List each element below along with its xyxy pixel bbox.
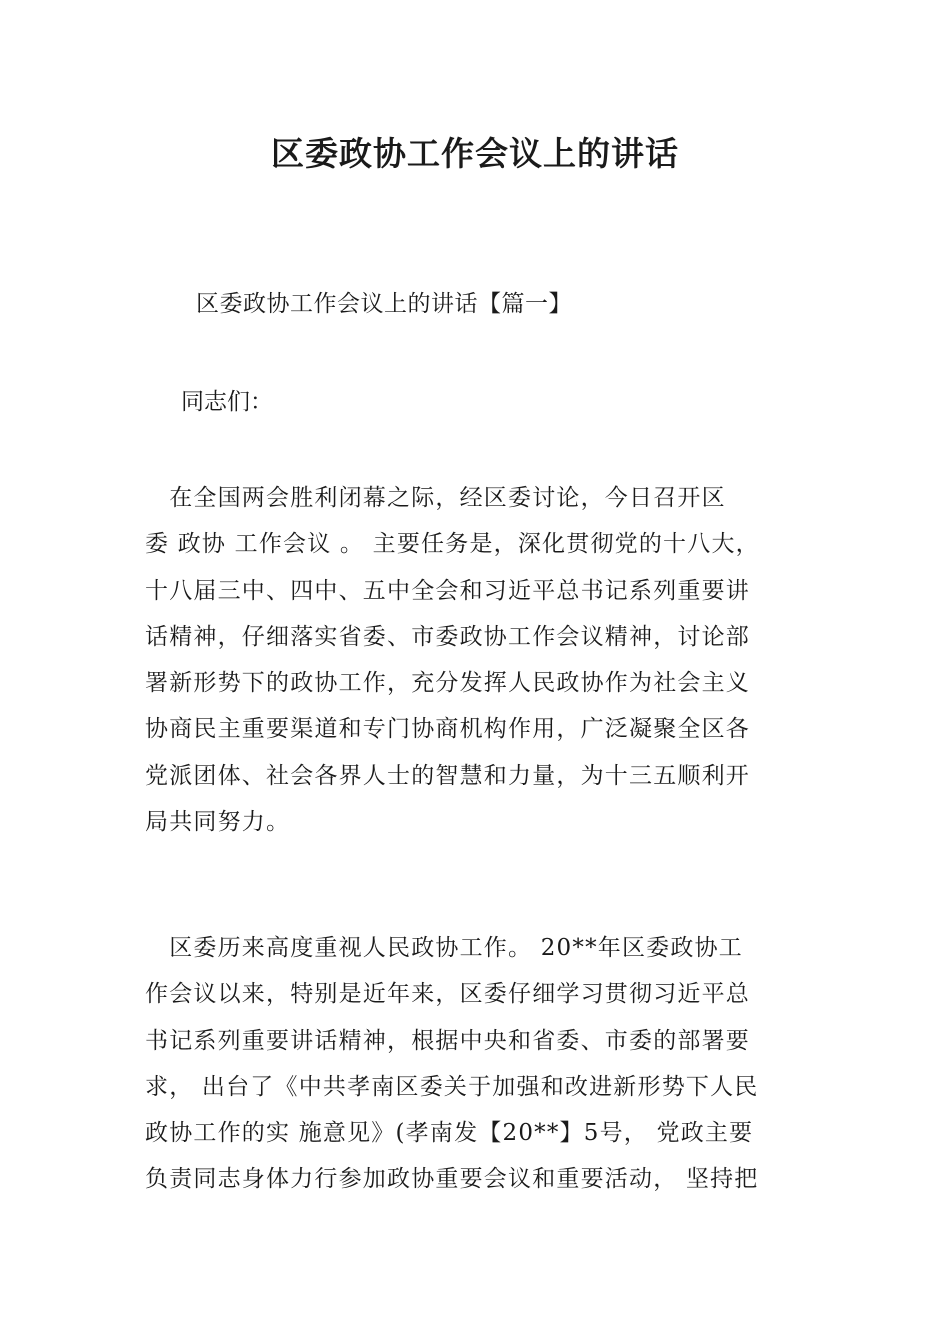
text-line: 话精神，仔细落实省委、市委政协工作会议精神，讨论部 — [145, 623, 750, 650]
text-line: 区委历来高度重视人民政协工作。 20**年区委政协工 — [145, 935, 743, 961]
text-line: 委 政协 工作会议 。 主要任务是，深化贯彻党的十八大， — [145, 531, 760, 558]
text-line: 在全国两会胜利闭幕之际，经区委讨论，今日召开区 — [145, 485, 726, 511]
text-line: 党派团体、社会各界人士的智慧和力量，为十三五顺利开 — [145, 762, 750, 789]
text-line: 协商民主重要渠道和专门协商机构作用，广泛凝聚全区各 — [145, 716, 750, 743]
document-title: 区委政协工作会议上的讲话 — [271, 134, 679, 173]
text-line: 书记系列重要讲话精神，根据中央和省委、市委的部署要 — [145, 1027, 750, 1054]
salutation: 同志们： — [181, 389, 273, 415]
paragraph-1 — [145, 475, 810, 845]
text-line: 署新形势下的政协工作，充分发挥人民政协作为社会主义 — [145, 670, 750, 697]
text-line: 十八届三中、四中、五中全会和习近平总书记系列重要讲 — [145, 577, 750, 604]
text-line: 负责同志身体力行参加政协重要会议和重要活动， 坚持把 — [145, 1166, 759, 1193]
paragraph-2 — [145, 925, 810, 1203]
text-line: 求， 出台了《中共孝南区委关于加强和改进新形势下人民 — [145, 1073, 759, 1100]
text-line: 作会议以来，特别是近年来，区委仔细学习贯彻习近平总 — [145, 981, 750, 1008]
section-heading: 区委政协工作会议上的讲话【篇一】 — [196, 291, 572, 317]
text-line: 局共同努力。 — [145, 809, 291, 836]
text-line: 政协工作的实 施意见》(孝南发【20**】5号， 党政主要 — [145, 1120, 754, 1147]
